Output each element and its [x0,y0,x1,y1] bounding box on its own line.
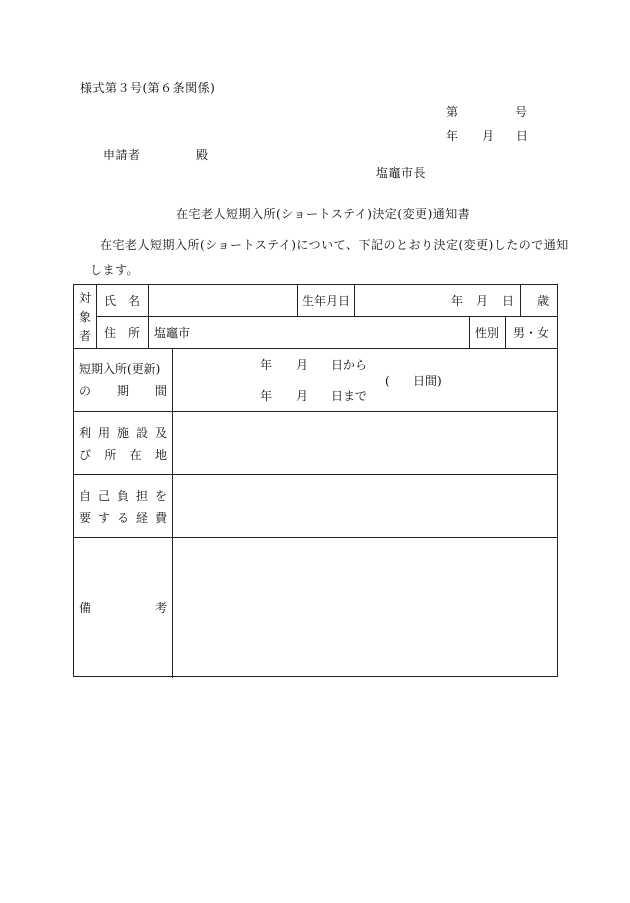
facility-label-char: 所 [104,448,117,462]
subject-label-char: 象 [78,310,91,324]
period-label-char: 期 [116,384,129,398]
document-title: 在宅老人短期入所(ショートステイ)決定(変更)通知書 [176,207,471,221]
date-day-label: 日 [516,129,529,143]
name-label-char: 名 [127,294,140,308]
notice-table [73,284,558,677]
cost-field[interactable] [176,478,554,534]
facility-label-char: 利 [79,426,92,440]
remarks-label-char: 備 [79,601,92,615]
address-label-char: 住 [104,326,117,340]
facility-label-char: 地 [154,448,167,462]
cost-label-char: 負 [116,489,129,503]
facility-label-line-2 [79,447,167,463]
name-label [104,293,140,309]
cost-label-char: 自 [79,489,92,503]
subject-label-char: 対 [78,291,91,305]
date-year-label: 年 [446,129,459,143]
facility-label-char: 設 [135,426,148,440]
facility-field[interactable] [176,415,554,471]
row-divider [96,316,558,317]
body-text-line-1: 在宅老人短期入所(ショートステイ)について、下記のとおり決定(変更)したので通知 [100,238,569,252]
birth-date-label: 生年月日 [302,294,351,308]
cost-label-char: 経 [135,511,148,525]
address-label-char: 所 [127,326,140,340]
birth-day-unit: 日 [502,294,515,308]
period-to-day: 日まで [331,389,368,403]
cost-label-char: を [154,489,167,503]
cost-label-char: る [116,511,129,525]
period-label-char: 間 [154,384,167,398]
subject-label [78,289,92,346]
period-label-line-1: 短期入所(更新) [79,362,161,376]
remarks-label [79,600,167,616]
facility-label-char: 在 [129,448,142,462]
row-divider [74,348,558,349]
issuer-name: 塩竈市長 [376,166,427,180]
col-divider [148,285,149,348]
facility-label-char: 用 [97,426,110,440]
sex-value[interactable]: 男・女 [513,326,550,340]
form-number: 様式第３号(第６条関係) [80,81,216,95]
period-to-month: 月 [296,389,309,403]
name-label-char: 氏 [104,294,117,308]
cost-label-char: 費 [154,511,167,525]
period-days-open: ( [385,374,390,388]
address-label [104,325,140,341]
honorific: 殿 [196,148,209,162]
period-days-label: 日間) [413,374,442,388]
period-from-year: 年 [260,358,273,372]
facility-label-char: び [79,448,92,462]
cost-label-line-2 [79,510,167,526]
facility-label-line-1 [79,425,167,441]
body-text-line-2: します。 [90,263,140,277]
remarks-label-char: 考 [154,601,167,615]
birth-month-unit: 月 [476,294,489,308]
row-divider [74,474,558,475]
row-divider [74,411,558,412]
birth-year-unit: 年 [451,294,464,308]
doc-number-suffix: 号 [515,105,528,119]
period-label-char: の [79,384,92,398]
remarks-field[interactable] [176,541,554,673]
period-label-line-2 [79,383,167,399]
sex-label: 性別 [475,326,500,340]
cost-label-char: 要 [79,511,92,525]
cost-label-line-1 [79,488,167,504]
address-value: 塩竈市 [154,326,191,340]
col-divider [505,316,506,348]
facility-label-char: 及 [154,426,167,440]
doc-number-prefix: 第 [446,105,459,119]
col-divider [96,285,97,348]
cost-label-char: 担 [135,489,148,503]
col-divider [520,285,521,316]
cost-label-char: す [97,511,110,525]
col-divider [469,316,470,348]
age-unit: 歳 [537,294,550,308]
name-field[interactable] [152,289,294,313]
period-from-day: 日から [331,358,368,372]
row-divider [74,537,558,538]
col-divider [172,348,173,678]
period-from-month: 月 [296,358,309,372]
col-divider [297,285,298,316]
cost-label-char: 己 [97,489,110,503]
col-divider [354,285,355,316]
applicant-label: 申請者 [103,148,141,162]
period-to-year: 年 [260,389,273,403]
date-month-label: 月 [482,129,495,143]
subject-label-char: 者 [78,329,91,343]
facility-label-char: 施 [116,426,129,440]
